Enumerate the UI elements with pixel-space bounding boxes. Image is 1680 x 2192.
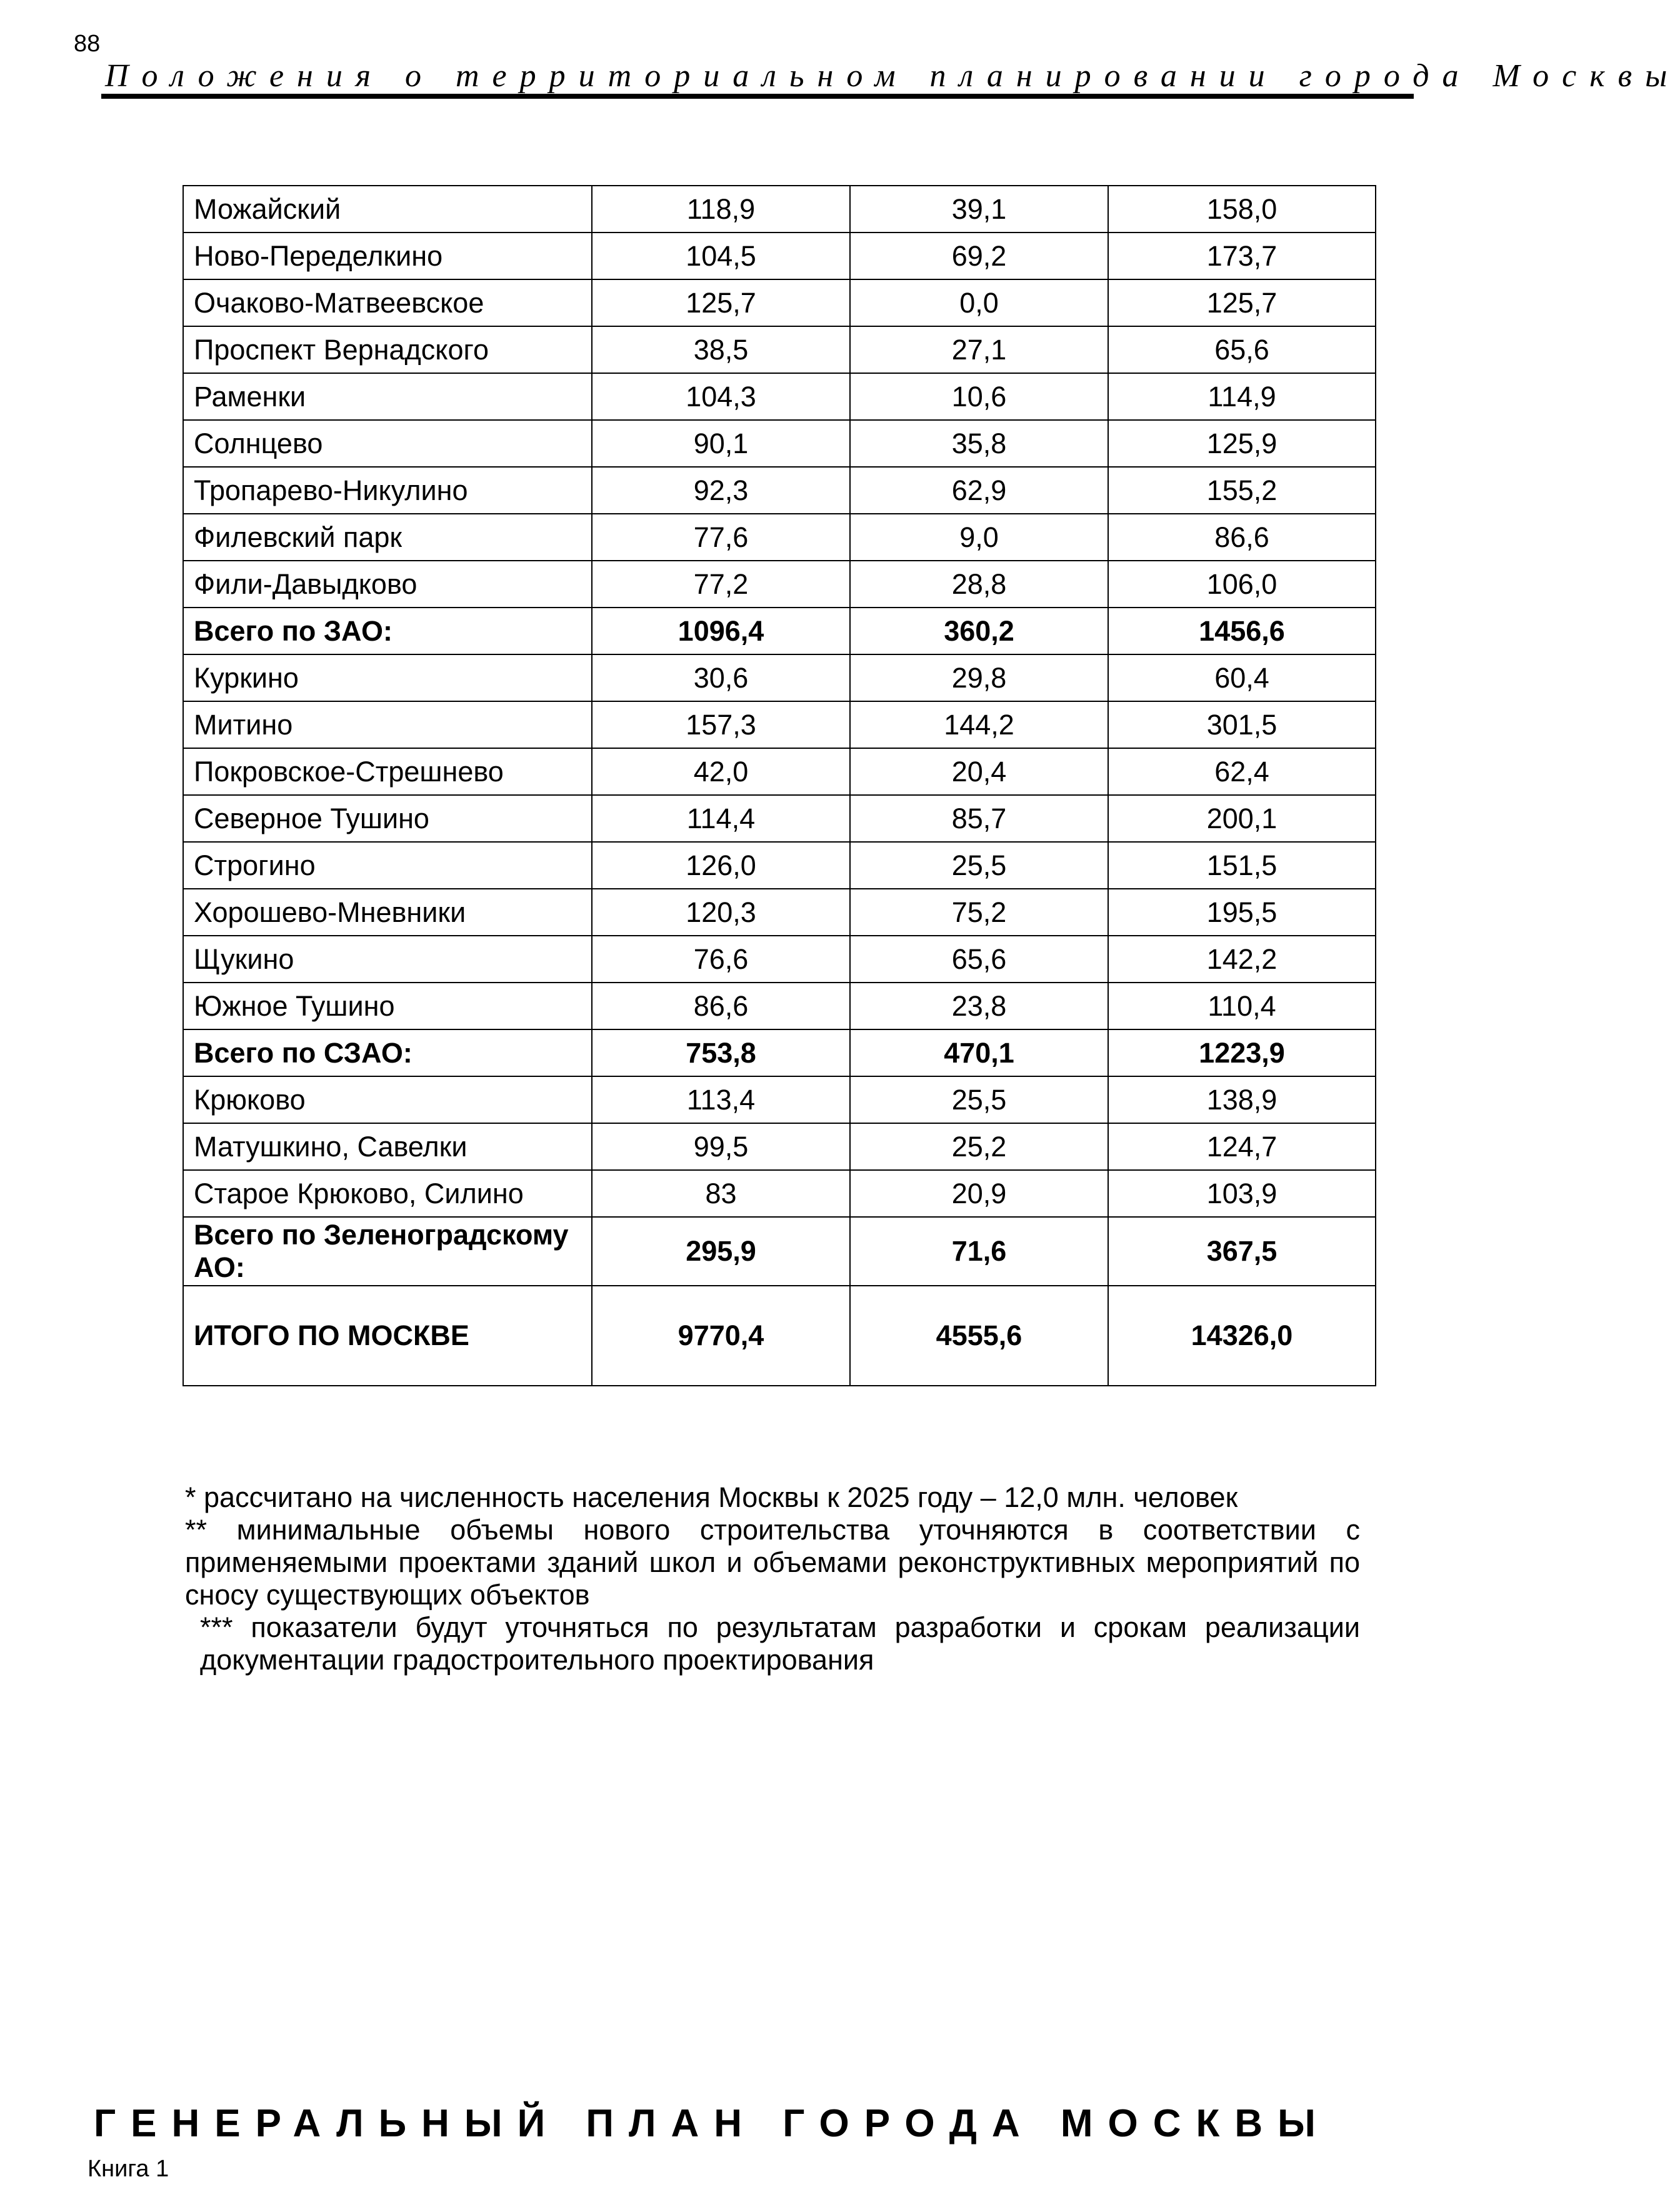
value-cell-2: 29,8 bbox=[850, 654, 1108, 701]
value-cell-2: 4555,6 bbox=[850, 1286, 1108, 1386]
value-cell-1: 125,7 bbox=[592, 279, 850, 326]
value-cell-2: 20,9 bbox=[850, 1170, 1108, 1217]
value-cell-2: 69,2 bbox=[850, 233, 1108, 279]
value-cell-2: 27,1 bbox=[850, 326, 1108, 373]
value-cell-2: 85,7 bbox=[850, 795, 1108, 842]
value-cell-1: 76,6 bbox=[592, 936, 850, 983]
value-cell-3: 114,9 bbox=[1108, 373, 1376, 420]
row-name-cell: Раменки bbox=[183, 373, 592, 420]
footnote-1: * рассчитано на численность населения Москвы к 2025 году – 12,0 млн. человек bbox=[185, 1481, 1238, 1513]
value-cell-3: 60,4 bbox=[1108, 654, 1376, 701]
value-cell-1: 104,3 bbox=[592, 373, 850, 420]
value-cell-1: 9770,4 bbox=[592, 1286, 850, 1386]
value-cell-2: 360,2 bbox=[850, 608, 1108, 654]
row-name-cell: Старое Крюково, Силино bbox=[183, 1170, 592, 1217]
row-name-cell: Матушкино, Савелки bbox=[183, 1123, 592, 1170]
table-row bbox=[183, 1076, 1376, 1123]
value-cell-2: 28,8 bbox=[850, 561, 1108, 608]
value-cell-1: 104,5 bbox=[592, 233, 850, 279]
value-cell-2: 65,6 bbox=[850, 936, 1108, 983]
value-cell-1: 42,0 bbox=[592, 748, 850, 795]
value-cell-3: 195,5 bbox=[1108, 889, 1376, 936]
value-cell-3: 124,7 bbox=[1108, 1123, 1376, 1170]
value-cell-1: 126,0 bbox=[592, 842, 850, 889]
value-cell-1: 83 bbox=[592, 1170, 850, 1217]
table-row bbox=[183, 561, 1376, 608]
table-row bbox=[183, 467, 1376, 514]
value-cell-1: 118,9 bbox=[592, 186, 850, 233]
value-cell-1: 90,1 bbox=[592, 420, 850, 467]
row-name-cell: Очаково-Матвеевское bbox=[183, 279, 592, 326]
row-name-cell: Фили-Давыдково bbox=[183, 561, 592, 608]
row-name-cell: Митино bbox=[183, 701, 592, 748]
value-cell-1: 120,3 bbox=[592, 889, 850, 936]
value-cell-3: 138,9 bbox=[1108, 1076, 1376, 1123]
row-name-cell: Хорошево-Мневники bbox=[183, 889, 592, 936]
value-cell-3: 86,6 bbox=[1108, 514, 1376, 561]
value-cell-3: 151,5 bbox=[1108, 842, 1376, 889]
value-cell-3: 301,5 bbox=[1108, 701, 1376, 748]
row-name-cell: Покровское-Стрешнево bbox=[183, 748, 592, 795]
table-row bbox=[183, 654, 1376, 701]
value-cell-1: 1096,4 bbox=[592, 608, 850, 654]
value-cell-1: 113,4 bbox=[592, 1076, 850, 1123]
row-name-cell: Можайский bbox=[183, 186, 592, 233]
table-row bbox=[183, 326, 1376, 373]
row-name-cell: Тропарево-Никулино bbox=[183, 467, 592, 514]
value-cell-2: 25,2 bbox=[850, 1123, 1108, 1170]
table-row bbox=[183, 186, 1376, 233]
value-cell-2: 35,8 bbox=[850, 420, 1108, 467]
value-cell-3: 65,6 bbox=[1108, 326, 1376, 373]
table-row bbox=[183, 233, 1376, 279]
value-cell-2: 25,5 bbox=[850, 1076, 1108, 1123]
value-cell-2: 0,0 bbox=[850, 279, 1108, 326]
value-cell-3: 125,9 bbox=[1108, 420, 1376, 467]
value-cell-3: 155,2 bbox=[1108, 467, 1376, 514]
value-cell-3: 367,5 bbox=[1108, 1217, 1376, 1286]
row-name-cell: Строгино bbox=[183, 842, 592, 889]
row-name-cell: ИТОГО ПО МОСКВЕ bbox=[183, 1286, 592, 1386]
value-cell-2: 39,1 bbox=[850, 186, 1108, 233]
value-cell-2: 9,0 bbox=[850, 514, 1108, 561]
value-cell-2: 75,2 bbox=[850, 889, 1108, 936]
table-row bbox=[183, 889, 1376, 936]
footnotes bbox=[185, 1481, 1360, 1676]
footer-title: ГЕНЕРАЛЬНЫЙ ПЛАН ГОРОДА МОСКВЫ bbox=[94, 2102, 1331, 2145]
table-row bbox=[183, 373, 1376, 420]
row-name-cell: Проспект Вернадского bbox=[183, 326, 592, 373]
table-row bbox=[183, 748, 1376, 795]
footnote-2: ** минимальные объемы нового строительства уточняются в соответствии с применяемыми проектами зданий школ и объемами реконструктивных мероприятий по сносу существующих объектов bbox=[185, 1514, 1360, 1611]
table-row bbox=[183, 420, 1376, 467]
value-cell-1: 30,6 bbox=[592, 654, 850, 701]
value-cell-3: 106,0 bbox=[1108, 561, 1376, 608]
table-row bbox=[183, 983, 1376, 1029]
row-name-cell: Южное Тушино bbox=[183, 983, 592, 1029]
row-name-cell: Филевский парк bbox=[183, 514, 592, 561]
value-cell-1: 77,6 bbox=[592, 514, 850, 561]
table-body bbox=[183, 186, 1376, 1386]
row-name-cell: Северное Тушино bbox=[183, 795, 592, 842]
value-cell-2: 144,2 bbox=[850, 701, 1108, 748]
value-cell-1: 295,9 bbox=[592, 1217, 850, 1286]
running-header: Положения о территориальном планировании города Москвы bbox=[105, 58, 1680, 94]
row-name-cell: Куркино bbox=[183, 654, 592, 701]
value-cell-2: 71,6 bbox=[850, 1217, 1108, 1286]
table-row bbox=[183, 608, 1376, 654]
value-cell-2: 62,9 bbox=[850, 467, 1108, 514]
data-table bbox=[182, 185, 1376, 1386]
value-cell-1: 38,5 bbox=[592, 326, 850, 373]
value-cell-1: 157,3 bbox=[592, 701, 850, 748]
value-cell-3: 110,4 bbox=[1108, 983, 1376, 1029]
value-cell-1: 753,8 bbox=[592, 1029, 850, 1076]
footer-book: Книга 1 bbox=[88, 2156, 169, 2182]
table-row bbox=[183, 1123, 1376, 1170]
value-cell-1: 77,2 bbox=[592, 561, 850, 608]
row-name-cell: Ново-Переделкино bbox=[183, 233, 592, 279]
value-cell-3: 1223,9 bbox=[1108, 1029, 1376, 1076]
table-row bbox=[183, 1217, 1376, 1286]
value-cell-3: 103,9 bbox=[1108, 1170, 1376, 1217]
value-cell-1: 99,5 bbox=[592, 1123, 850, 1170]
value-cell-2: 25,5 bbox=[850, 842, 1108, 889]
table-row bbox=[183, 1029, 1376, 1076]
row-name-cell: Всего по СЗАО: bbox=[183, 1029, 592, 1076]
page-number: 88 bbox=[74, 31, 101, 57]
table-row bbox=[183, 795, 1376, 842]
table-row bbox=[183, 936, 1376, 983]
value-cell-3: 158,0 bbox=[1108, 186, 1376, 233]
table-row bbox=[183, 514, 1376, 561]
value-cell-3: 14326,0 bbox=[1108, 1286, 1376, 1386]
value-cell-3: 125,7 bbox=[1108, 279, 1376, 326]
row-name-cell: Крюково bbox=[183, 1076, 592, 1123]
value-cell-3: 200,1 bbox=[1108, 795, 1376, 842]
table-row bbox=[183, 842, 1376, 889]
value-cell-2: 10,6 bbox=[850, 373, 1108, 420]
value-cell-3: 62,4 bbox=[1108, 748, 1376, 795]
value-cell-2: 470,1 bbox=[850, 1029, 1108, 1076]
table-row bbox=[183, 279, 1376, 326]
row-name-cell: Щукино bbox=[183, 936, 592, 983]
row-name-cell: Солнцево bbox=[183, 420, 592, 467]
table-row bbox=[183, 701, 1376, 748]
header-rule bbox=[101, 94, 1414, 99]
row-name-cell: Всего по Зеленоградскому АО: bbox=[183, 1217, 592, 1286]
value-cell-2: 23,8 bbox=[850, 983, 1108, 1029]
value-cell-1: 92,3 bbox=[592, 467, 850, 514]
footnote-3: *** показатели будут уточняться по результатам разработки и срокам реализации документации градостроительного проектирования bbox=[200, 1611, 1360, 1676]
row-name-cell: Всего по ЗАО: bbox=[183, 608, 592, 654]
table-row bbox=[183, 1170, 1376, 1217]
value-cell-3: 142,2 bbox=[1108, 936, 1376, 983]
value-cell-1: 86,6 bbox=[592, 983, 850, 1029]
value-cell-1: 114,4 bbox=[592, 795, 850, 842]
value-cell-3: 173,7 bbox=[1108, 233, 1376, 279]
value-cell-3: 1456,6 bbox=[1108, 608, 1376, 654]
table-row bbox=[183, 1286, 1376, 1386]
value-cell-2: 20,4 bbox=[850, 748, 1108, 795]
